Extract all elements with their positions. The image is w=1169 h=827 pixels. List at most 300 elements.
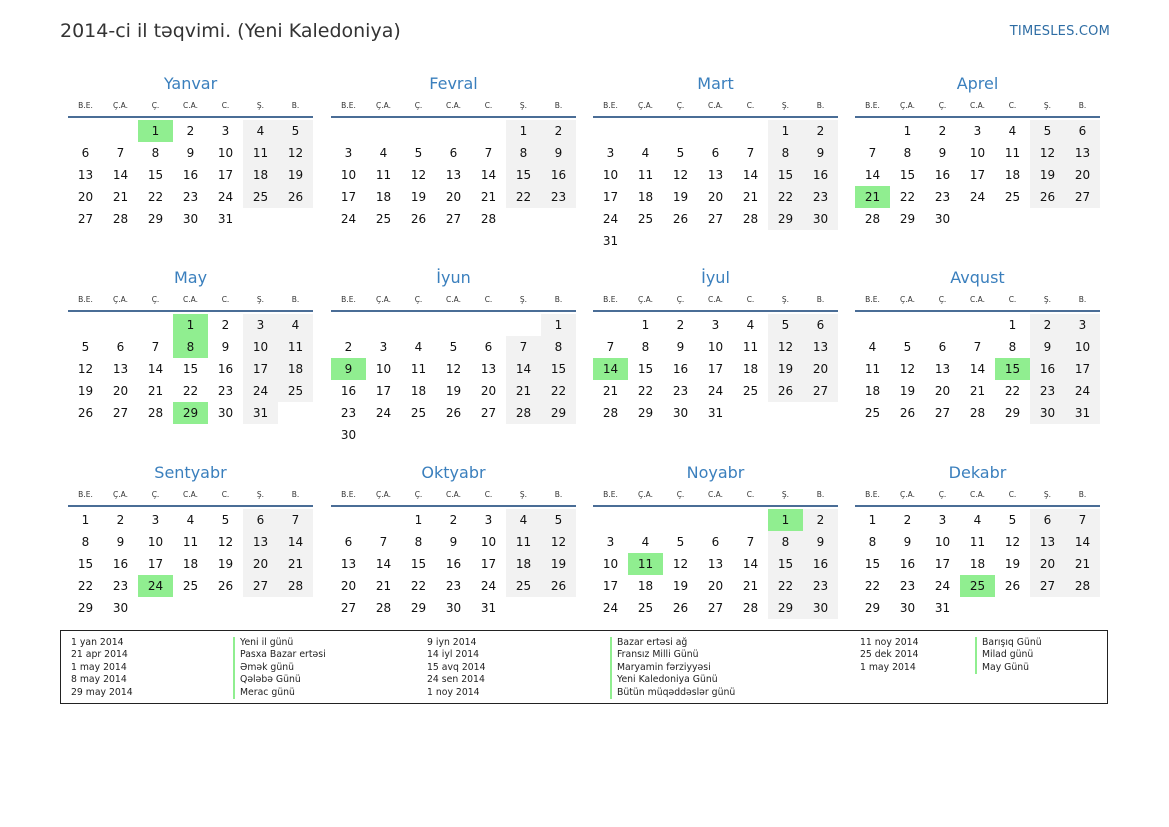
day-cell-empty bbox=[1030, 597, 1065, 619]
day-cell: 11 bbox=[182, 535, 199, 549]
day-cell: 3 bbox=[606, 146, 615, 160]
day-cell: 20 bbox=[934, 384, 951, 398]
day-cell-empty bbox=[593, 120, 628, 142]
month-8 bbox=[855, 266, 1100, 424]
day-cell-empty bbox=[995, 597, 1030, 619]
day-cell: 25 bbox=[864, 406, 881, 420]
month-name: İyun bbox=[436, 268, 471, 287]
legend-dates-3 bbox=[860, 637, 918, 674]
day-cell: 6 bbox=[116, 340, 125, 354]
month-name: Aprel bbox=[956, 74, 999, 93]
day-cell: 16 bbox=[112, 557, 129, 571]
day-cell: 14 bbox=[742, 557, 759, 571]
weekday-label: C.A. bbox=[182, 295, 198, 304]
weekday-label: B. bbox=[291, 295, 300, 304]
weekday-label: B.E. bbox=[78, 295, 93, 304]
weekday-label: Ç. bbox=[151, 295, 160, 304]
weekday-label: Ş. bbox=[256, 490, 265, 499]
legend-date: 1 may 2014 bbox=[71, 661, 127, 673]
day-cell-empty bbox=[471, 314, 506, 336]
weekday-label: C.A. bbox=[707, 295, 723, 304]
weekday-label: Ç.A. bbox=[375, 295, 391, 304]
day-cell-empty bbox=[506, 424, 541, 446]
day-cell: 18 bbox=[742, 362, 759, 376]
legend-holiday-name: Merac günü bbox=[240, 686, 295, 698]
day-cell: 18 bbox=[1004, 168, 1021, 182]
month-name: Sentyabr bbox=[154, 463, 227, 482]
day-cell: 23 bbox=[672, 384, 689, 398]
day-cell: 14 bbox=[1065, 531, 1100, 553]
day-cell: 9 bbox=[186, 146, 195, 160]
legend-holiday-name: Pasxa Bazar ertəsi bbox=[240, 649, 326, 661]
day-cell: 20 bbox=[77, 190, 94, 204]
day-cell-empty bbox=[331, 120, 366, 142]
weekday-label: Ç. bbox=[414, 295, 423, 304]
weekday-label: B.E. bbox=[603, 295, 618, 304]
day-cell: 15 bbox=[541, 358, 576, 380]
weekday-label: Ç.A. bbox=[637, 101, 653, 110]
day-cell: 20 bbox=[707, 190, 724, 204]
day-cell: 5 bbox=[414, 146, 423, 160]
month-2 bbox=[331, 72, 576, 230]
day-cell: 5 bbox=[903, 340, 912, 354]
day-cell: 10 bbox=[602, 168, 619, 182]
day-cell: 4 bbox=[641, 146, 650, 160]
weekday-label: Ş. bbox=[1043, 295, 1052, 304]
weekday-label: C.A. bbox=[182, 490, 198, 499]
legend-date: 1 noy 2014 bbox=[427, 686, 480, 698]
weekday-label: Ş. bbox=[519, 101, 528, 110]
day-cell: 7 bbox=[151, 340, 160, 354]
day-cell: 11 bbox=[969, 535, 986, 549]
day-grid bbox=[855, 509, 1100, 619]
weekday-header bbox=[68, 487, 313, 507]
weekday-label: Ç.A. bbox=[375, 490, 391, 499]
day-cell: 23 bbox=[445, 579, 462, 593]
day-cell: 19 bbox=[899, 384, 916, 398]
day-cell-empty bbox=[733, 120, 768, 142]
day-cell: 4 bbox=[868, 340, 877, 354]
day-cell: 9 bbox=[116, 535, 125, 549]
day-cell: 30 bbox=[803, 597, 838, 619]
day-cell-empty bbox=[803, 402, 838, 424]
day-cell: 7 bbox=[278, 509, 313, 531]
day-cell: 8 bbox=[768, 142, 803, 164]
day-cell: 17 bbox=[217, 168, 234, 182]
weekday-header bbox=[593, 98, 838, 118]
month-name: Avqust bbox=[950, 268, 1005, 287]
day-cell: 23 bbox=[934, 190, 951, 204]
day-cell: 23 bbox=[803, 575, 838, 597]
day-cell: 8 bbox=[1008, 340, 1017, 354]
brand-link[interactable]: TIMESLES.COM bbox=[1009, 24, 1110, 39]
day-cell: 8 bbox=[641, 340, 650, 354]
legend-holiday-name: Barışıq Günü bbox=[982, 637, 1042, 648]
weekday-label: C. bbox=[746, 295, 755, 304]
day-cell-empty bbox=[628, 120, 663, 142]
day-cell: 11 bbox=[637, 168, 654, 182]
weekday-header bbox=[331, 487, 576, 507]
day-cell: 20 bbox=[340, 579, 357, 593]
weekday-header bbox=[855, 487, 1100, 507]
day-cell-empty bbox=[960, 314, 995, 336]
day-grid bbox=[68, 509, 313, 619]
day-cell: 4 bbox=[746, 318, 755, 332]
day-cell-empty bbox=[366, 509, 401, 531]
day-grid bbox=[331, 509, 576, 619]
day-cell: 12 bbox=[768, 336, 803, 358]
month-1 bbox=[68, 72, 313, 230]
holiday-day-cell: 24 bbox=[138, 575, 173, 597]
day-cell: 2 bbox=[803, 509, 838, 531]
month-9 bbox=[68, 461, 313, 619]
month-6 bbox=[331, 266, 576, 446]
day-cell: 21 bbox=[506, 380, 541, 402]
weekday-label: Ç. bbox=[938, 490, 947, 499]
weekday-label: C. bbox=[484, 490, 493, 499]
weekday-label: B.E. bbox=[865, 295, 880, 304]
legend-marker bbox=[975, 637, 977, 674]
day-cell: 21 bbox=[602, 384, 619, 398]
day-cell: 23 bbox=[217, 384, 234, 398]
day-cell: 24 bbox=[602, 601, 619, 615]
day-cell: 6 bbox=[1065, 120, 1100, 142]
day-cell: 22 bbox=[77, 579, 94, 593]
day-cell: 13 bbox=[340, 557, 357, 571]
day-cell: 9 bbox=[541, 142, 576, 164]
day-cell: 28 bbox=[506, 402, 541, 424]
weekday-label: B. bbox=[1078, 101, 1087, 110]
day-cell-empty bbox=[768, 402, 803, 424]
weekday-label: B.E. bbox=[341, 101, 356, 110]
day-cell: 8 bbox=[81, 535, 90, 549]
day-cell: 15 bbox=[77, 557, 94, 571]
day-cell: 12 bbox=[541, 531, 576, 553]
day-cell: 10 bbox=[243, 336, 278, 358]
legend-names-1 bbox=[240, 637, 326, 699]
day-cell: 28 bbox=[742, 601, 759, 615]
day-cell: 30 bbox=[672, 406, 689, 420]
legend-date: 15 avq 2014 bbox=[427, 661, 486, 673]
day-cell-empty bbox=[471, 424, 506, 446]
weekday-header bbox=[855, 292, 1100, 312]
day-cell: 22 bbox=[506, 186, 541, 208]
day-cell: 20 bbox=[1030, 553, 1065, 575]
weekday-label: Ç.A. bbox=[375, 101, 391, 110]
day-cell: 9 bbox=[221, 340, 230, 354]
day-cell: 6 bbox=[81, 146, 90, 160]
weekday-label: C.A. bbox=[969, 490, 985, 499]
day-cell: 10 bbox=[340, 168, 357, 182]
day-cell: 25 bbox=[506, 575, 541, 597]
weekday-label: Ş. bbox=[781, 490, 790, 499]
day-cell: 10 bbox=[934, 535, 951, 549]
day-cell: 26 bbox=[899, 406, 916, 420]
day-cell: 2 bbox=[903, 513, 912, 527]
day-cell: 1 bbox=[868, 513, 877, 527]
day-cell: 3 bbox=[484, 513, 493, 527]
weekday-label: C. bbox=[746, 490, 755, 499]
day-cell: 8 bbox=[506, 142, 541, 164]
day-cell: 6 bbox=[711, 535, 720, 549]
day-cell: 5 bbox=[449, 340, 458, 354]
page-title: 2014-ci il təqvimi. (Yeni Kaledoniya) bbox=[60, 20, 401, 42]
weekday-label: C. bbox=[746, 101, 755, 110]
weekday-label: Ç. bbox=[676, 295, 685, 304]
day-cell: 27 bbox=[112, 406, 129, 420]
day-cell: 16 bbox=[217, 362, 234, 376]
day-cell: 26 bbox=[768, 380, 803, 402]
day-cell: 14 bbox=[375, 557, 392, 571]
day-cell: 6 bbox=[449, 146, 458, 160]
day-cell: 16 bbox=[803, 164, 838, 186]
day-cell: 12 bbox=[77, 362, 94, 376]
weekday-label: Ç. bbox=[151, 101, 160, 110]
weekday-label: Ç.A. bbox=[637, 490, 653, 499]
day-cell-empty bbox=[541, 208, 576, 230]
weekday-label: Ş. bbox=[519, 490, 528, 499]
day-cell: 24 bbox=[340, 212, 357, 226]
day-cell: 7 bbox=[116, 146, 125, 160]
day-cell: 31 bbox=[480, 601, 497, 615]
day-cell: 6 bbox=[484, 340, 493, 354]
day-cell: 10 bbox=[707, 340, 724, 354]
day-cell: 15 bbox=[506, 164, 541, 186]
day-grid bbox=[593, 314, 838, 424]
month-7 bbox=[593, 266, 838, 424]
day-cell: 30 bbox=[803, 208, 838, 230]
day-cell: 20 bbox=[707, 579, 724, 593]
day-cell-empty bbox=[541, 424, 576, 446]
day-cell: 8 bbox=[151, 146, 160, 160]
day-cell: 29 bbox=[768, 208, 803, 230]
day-cell: 6 bbox=[1030, 509, 1065, 531]
day-grid bbox=[68, 314, 313, 424]
day-cell: 1 bbox=[641, 318, 650, 332]
legend-holiday-name: Bazar ertəsi ağ bbox=[617, 637, 688, 648]
day-cell-empty bbox=[103, 120, 138, 142]
day-cell: 29 bbox=[1004, 406, 1021, 420]
holiday-day-cell: 11 bbox=[628, 553, 663, 575]
holiday-day-cell: 9 bbox=[331, 358, 366, 380]
day-cell-empty bbox=[960, 208, 995, 230]
day-cell-empty bbox=[138, 597, 173, 619]
day-cell: 28 bbox=[278, 575, 313, 597]
day-cell: 14 bbox=[278, 531, 313, 553]
day-cell: 25 bbox=[243, 186, 278, 208]
day-cell: 14 bbox=[480, 168, 497, 182]
legend-date: 24 sen 2014 bbox=[427, 674, 485, 686]
day-cell-empty bbox=[506, 597, 541, 619]
holiday-day-cell: 1 bbox=[138, 120, 173, 142]
day-cell: 16 bbox=[1030, 358, 1065, 380]
day-cell: 29 bbox=[541, 402, 576, 424]
day-cell-empty bbox=[471, 120, 506, 142]
weekday-label: B.E. bbox=[78, 101, 93, 110]
month-name: Yanvar bbox=[163, 74, 218, 93]
day-cell: 26 bbox=[1030, 186, 1065, 208]
day-cell-empty bbox=[331, 314, 366, 336]
day-cell: 20 bbox=[803, 358, 838, 380]
day-cell: 18 bbox=[182, 557, 199, 571]
day-cell: 21 bbox=[375, 579, 392, 593]
day-cell-empty bbox=[278, 402, 313, 424]
legend-holiday-name: Bütün müqəddəslər günü bbox=[617, 686, 736, 698]
day-cell-empty bbox=[68, 120, 103, 142]
day-cell: 19 bbox=[410, 190, 427, 204]
day-cell: 7 bbox=[506, 336, 541, 358]
day-cell: 10 bbox=[602, 557, 619, 571]
day-cell: 22 bbox=[182, 384, 199, 398]
weekday-label: Ç.A. bbox=[899, 295, 915, 304]
day-cell: 24 bbox=[707, 384, 724, 398]
month-name: Noyabr bbox=[686, 463, 745, 482]
weekday-label: B. bbox=[554, 490, 563, 499]
weekday-header bbox=[593, 487, 838, 507]
day-cell: 12 bbox=[672, 168, 689, 182]
day-cell: 7 bbox=[973, 340, 982, 354]
day-cell: 7 bbox=[746, 146, 755, 160]
day-cell: 7 bbox=[606, 340, 615, 354]
day-cell: 17 bbox=[602, 579, 619, 593]
day-cell-empty bbox=[366, 424, 401, 446]
day-cell: 3 bbox=[938, 513, 947, 527]
day-cell: 3 bbox=[221, 124, 230, 138]
day-cell: 5 bbox=[221, 513, 230, 527]
day-cell: 23 bbox=[899, 579, 916, 593]
day-cell: 4 bbox=[186, 513, 195, 527]
weekday-label: Ç. bbox=[938, 295, 947, 304]
day-cell: 18 bbox=[969, 557, 986, 571]
day-cell: 2 bbox=[676, 318, 685, 332]
day-cell: 19 bbox=[672, 579, 689, 593]
day-cell: 2 bbox=[186, 124, 195, 138]
day-cell: 28 bbox=[742, 212, 759, 226]
weekday-label: Ç. bbox=[938, 101, 947, 110]
weekday-header bbox=[855, 98, 1100, 118]
day-cell: 19 bbox=[1004, 557, 1021, 571]
day-cell: 12 bbox=[410, 168, 427, 182]
day-cell: 11 bbox=[742, 340, 759, 354]
day-cell: 19 bbox=[1030, 164, 1065, 186]
weekday-label: C.A. bbox=[707, 101, 723, 110]
weekday-label: B.E. bbox=[603, 490, 618, 499]
day-cell-empty bbox=[243, 597, 278, 619]
day-cell: 22 bbox=[147, 190, 164, 204]
day-cell: 22 bbox=[541, 380, 576, 402]
day-cell: 27 bbox=[1030, 575, 1065, 597]
day-cell: 13 bbox=[707, 168, 724, 182]
day-cell-empty bbox=[243, 208, 278, 230]
day-cell: 28 bbox=[602, 406, 619, 420]
day-cell: 14 bbox=[147, 362, 164, 376]
day-cell: 30 bbox=[445, 601, 462, 615]
day-cell-empty bbox=[401, 314, 436, 336]
month-name: Fevral bbox=[429, 74, 478, 93]
month-4 bbox=[855, 72, 1100, 230]
day-cell: 17 bbox=[602, 190, 619, 204]
day-cell: 15 bbox=[637, 362, 654, 376]
day-cell: 16 bbox=[899, 557, 916, 571]
weekday-label: B.E. bbox=[341, 490, 356, 499]
day-cell-empty bbox=[698, 230, 733, 252]
day-cell: 19 bbox=[445, 384, 462, 398]
day-cell: 12 bbox=[1004, 535, 1021, 549]
day-cell: 18 bbox=[864, 384, 881, 398]
weekday-label: C. bbox=[484, 101, 493, 110]
day-cell-empty bbox=[855, 120, 890, 142]
day-cell: 29 bbox=[77, 601, 94, 615]
legend-holiday-name: Milad günü bbox=[982, 649, 1034, 661]
weekday-label: Ç.A. bbox=[112, 490, 128, 499]
day-cell: 25 bbox=[375, 212, 392, 226]
day-cell: 24 bbox=[243, 380, 278, 402]
day-cell: 29 bbox=[864, 601, 881, 615]
day-grid bbox=[593, 509, 838, 619]
day-cell: 23 bbox=[112, 579, 129, 593]
day-grid bbox=[331, 314, 576, 446]
weekday-label: Ç. bbox=[676, 490, 685, 499]
weekday-label: B. bbox=[1078, 490, 1087, 499]
month-5 bbox=[68, 266, 313, 424]
day-cell-empty bbox=[208, 597, 243, 619]
day-grid bbox=[855, 314, 1100, 424]
day-grid bbox=[855, 120, 1100, 230]
day-cell: 30 bbox=[899, 601, 916, 615]
weekday-label: B.E. bbox=[78, 490, 93, 499]
weekday-label: Ş. bbox=[781, 295, 790, 304]
weekday-label: Ç.A. bbox=[112, 295, 128, 304]
day-cell: 31 bbox=[602, 234, 619, 248]
weekday-label: Ş. bbox=[1043, 490, 1052, 499]
day-cell: 13 bbox=[77, 168, 94, 182]
day-cell: 28 bbox=[112, 212, 129, 226]
day-cell-empty bbox=[855, 314, 890, 336]
day-cell: 21 bbox=[1065, 553, 1100, 575]
day-cell-empty bbox=[436, 120, 471, 142]
day-cell: 25 bbox=[278, 380, 313, 402]
day-cell: 23 bbox=[803, 186, 838, 208]
month-3 bbox=[593, 72, 838, 252]
weekday-header bbox=[331, 292, 576, 312]
day-cell: 12 bbox=[445, 362, 462, 376]
day-cell: 26 bbox=[445, 406, 462, 420]
legend-names-2 bbox=[617, 637, 735, 699]
day-cell: 22 bbox=[899, 190, 916, 204]
day-cell: 13 bbox=[480, 362, 497, 376]
day-cell: 25 bbox=[637, 601, 654, 615]
day-cell: 23 bbox=[1030, 380, 1065, 402]
day-cell: 26 bbox=[217, 579, 234, 593]
day-cell: 1 bbox=[81, 513, 90, 527]
day-cell: 27 bbox=[77, 212, 94, 226]
weekday-label: Ş. bbox=[1043, 101, 1052, 110]
weekday-label: B.E. bbox=[865, 101, 880, 110]
day-cell: 25 bbox=[637, 212, 654, 226]
day-cell: 10 bbox=[217, 146, 234, 160]
day-cell: 23 bbox=[340, 406, 357, 420]
weekday-label: B. bbox=[554, 101, 563, 110]
day-cell-empty bbox=[593, 314, 628, 336]
day-cell-empty bbox=[436, 424, 471, 446]
day-cell: 11 bbox=[1004, 146, 1021, 160]
day-cell: 3 bbox=[151, 513, 160, 527]
legend-date: 11 noy 2014 bbox=[860, 637, 919, 648]
day-cell-empty bbox=[331, 509, 366, 531]
day-cell: 5 bbox=[768, 314, 803, 336]
weekday-label: B. bbox=[1078, 295, 1087, 304]
day-cell: 16 bbox=[445, 557, 462, 571]
